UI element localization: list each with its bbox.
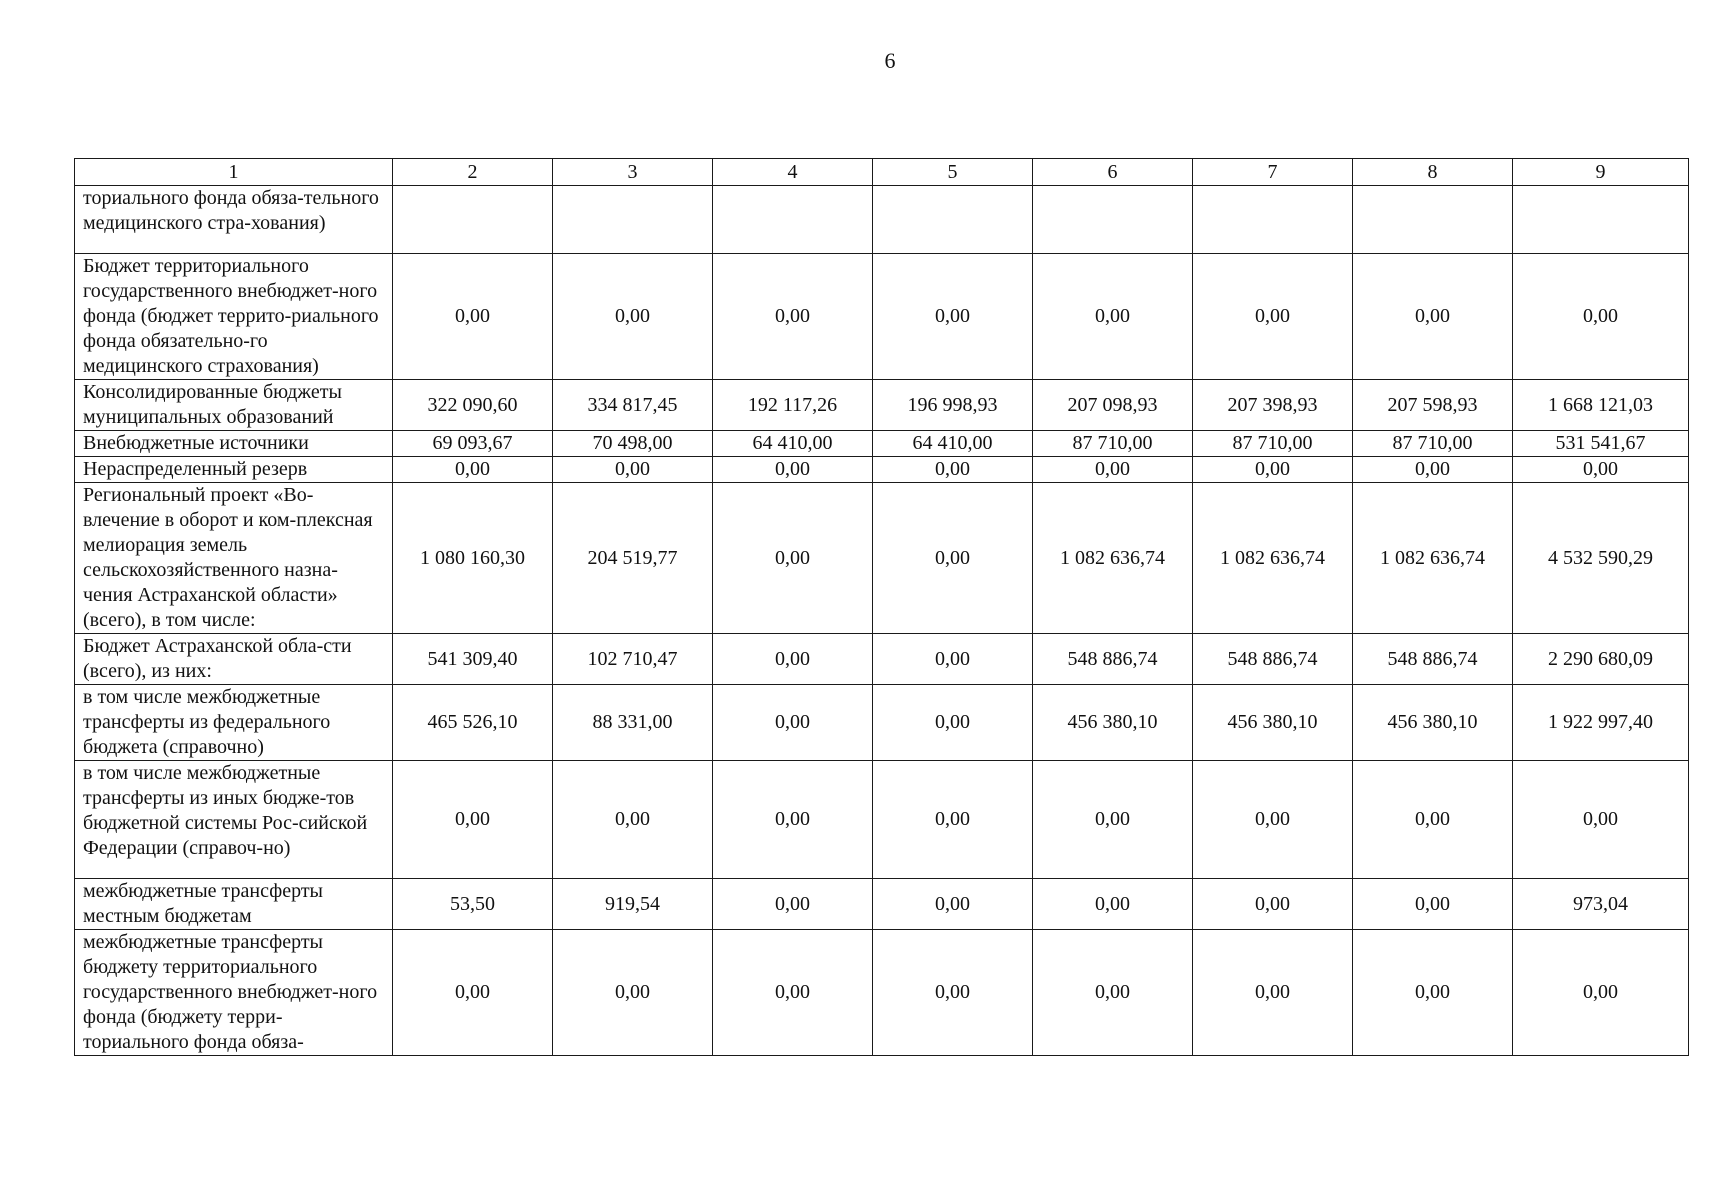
cell-value: 4 532 590,29 bbox=[1513, 483, 1689, 634]
cell-value: 0,00 bbox=[1513, 254, 1689, 380]
cell-value: 0,00 bbox=[873, 634, 1033, 685]
cell-value: 0,00 bbox=[1353, 879, 1513, 930]
table-row bbox=[75, 761, 1689, 879]
cell-value: 0,00 bbox=[873, 930, 1033, 1056]
cell-value: 0,00 bbox=[1193, 254, 1353, 380]
row-label: межбюджетные трансферты бюджету территориального государственного внебюджет-ного фонда (бюджету терри-ториального фонда обяза- bbox=[75, 930, 393, 1056]
cell-value: 456 380,10 bbox=[1193, 685, 1353, 761]
cell-value: 0,00 bbox=[1033, 930, 1193, 1056]
cell-value: 0,00 bbox=[1353, 457, 1513, 483]
cell-value: 0,00 bbox=[713, 634, 873, 685]
column-number-header: 3 bbox=[553, 159, 713, 186]
cell-value: 207 598,93 bbox=[1353, 380, 1513, 431]
cell-value: 0,00 bbox=[1193, 457, 1353, 483]
column-number-header: 1 bbox=[75, 159, 393, 186]
cell-value: 0,00 bbox=[1513, 761, 1689, 879]
cell-value: 53,50 bbox=[393, 879, 553, 930]
row-label: ториального фонда обяза-тельного медицинского стра-хования) bbox=[75, 186, 393, 254]
cell-value: 1 082 636,74 bbox=[1193, 483, 1353, 634]
table-row bbox=[75, 879, 1689, 930]
cell-value: 0,00 bbox=[1193, 879, 1353, 930]
table-row bbox=[75, 483, 1689, 634]
cell-value: 88 331,00 bbox=[553, 685, 713, 761]
cell-value: 531 541,67 bbox=[1513, 431, 1689, 457]
cell-value: 192 117,26 bbox=[713, 380, 873, 431]
cell-value: 1 080 160,30 bbox=[393, 483, 553, 634]
cell-value: 0,00 bbox=[713, 254, 873, 380]
column-number-header: 2 bbox=[393, 159, 553, 186]
table-row bbox=[75, 634, 1689, 685]
row-label: Региональный проект «Во-влечение в оборот и ком-плексная мелиорация земель сельскохозяйственного назна-чения Астраханской области» (всего), в том числе: bbox=[75, 483, 393, 634]
column-number-header: 7 bbox=[1193, 159, 1353, 186]
cell-value: 69 093,67 bbox=[393, 431, 553, 457]
row-label: в том числе межбюджетные трансферты из иных бюдже-тов бюджетной системы Рос-сийской Федерации (справоч-но) bbox=[75, 761, 393, 879]
table-row bbox=[75, 457, 1689, 483]
cell-value: 0,00 bbox=[713, 685, 873, 761]
cell-value: 0,00 bbox=[873, 254, 1033, 380]
cell-value: 0,00 bbox=[713, 761, 873, 879]
budget-table bbox=[74, 158, 1689, 1056]
column-number-header: 5 bbox=[873, 159, 1033, 186]
cell-value: 87 710,00 bbox=[1193, 431, 1353, 457]
cell-value bbox=[1513, 186, 1689, 254]
cell-value: 0,00 bbox=[553, 761, 713, 879]
cell-value: 0,00 bbox=[1513, 457, 1689, 483]
cell-value: 0,00 bbox=[553, 254, 713, 380]
cell-value: 0,00 bbox=[1513, 930, 1689, 1056]
cell-value: 548 886,74 bbox=[1193, 634, 1353, 685]
row-label: Нераспределенный резерв bbox=[75, 457, 393, 483]
cell-value: 0,00 bbox=[553, 930, 713, 1056]
cell-value: 322 090,60 bbox=[393, 380, 553, 431]
cell-value: 0,00 bbox=[1353, 254, 1513, 380]
cell-value bbox=[1193, 186, 1353, 254]
row-label: Внебюджетные источники bbox=[75, 431, 393, 457]
cell-value: 541 309,40 bbox=[393, 634, 553, 685]
cell-value: 87 710,00 bbox=[1353, 431, 1513, 457]
column-number-header: 6 bbox=[1033, 159, 1193, 186]
cell-value: 0,00 bbox=[873, 761, 1033, 879]
cell-value: 548 886,74 bbox=[1353, 634, 1513, 685]
cell-value: 548 886,74 bbox=[1033, 634, 1193, 685]
column-number-header-row bbox=[75, 159, 1689, 186]
column-number-header: 8 bbox=[1353, 159, 1513, 186]
cell-value: 0,00 bbox=[393, 930, 553, 1056]
cell-value: 465 526,10 bbox=[393, 685, 553, 761]
cell-value: 0,00 bbox=[393, 254, 553, 380]
cell-value: 196 998,93 bbox=[873, 380, 1033, 431]
cell-value: 102 710,47 bbox=[553, 634, 713, 685]
cell-value: 0,00 bbox=[873, 879, 1033, 930]
table-row bbox=[75, 685, 1689, 761]
cell-value: 1 082 636,74 bbox=[1353, 483, 1513, 634]
cell-value: 0,00 bbox=[553, 457, 713, 483]
cell-value: 87 710,00 bbox=[1033, 431, 1193, 457]
cell-value: 0,00 bbox=[1353, 761, 1513, 879]
cell-value bbox=[553, 186, 713, 254]
row-label: Консолидированные бюджеты муниципальных образований bbox=[75, 380, 393, 431]
cell-value: 0,00 bbox=[713, 879, 873, 930]
row-label: Бюджет Астраханской обла-сти (всего), из них: bbox=[75, 634, 393, 685]
cell-value: 0,00 bbox=[1033, 879, 1193, 930]
page-number: 6 bbox=[884, 48, 896, 73]
cell-value: 0,00 bbox=[873, 685, 1033, 761]
cell-value: 204 519,77 bbox=[553, 483, 713, 634]
cell-value: 0,00 bbox=[1033, 457, 1193, 483]
table-row bbox=[75, 930, 1689, 1056]
column-number-header: 9 bbox=[1513, 159, 1689, 186]
row-label: в том числе межбюджетные трансферты из федерального бюджета (справочно) bbox=[75, 685, 393, 761]
cell-value: 207 398,93 bbox=[1193, 380, 1353, 431]
cell-value: 0,00 bbox=[393, 761, 553, 879]
cell-value: 70 498,00 bbox=[553, 431, 713, 457]
cell-value: 207 098,93 bbox=[1033, 380, 1193, 431]
cell-value: 1 922 997,40 bbox=[1513, 685, 1689, 761]
cell-value: 64 410,00 bbox=[873, 431, 1033, 457]
cell-value bbox=[873, 186, 1033, 254]
column-number-header: 4 bbox=[713, 159, 873, 186]
table-body bbox=[75, 186, 1689, 1056]
cell-value: 0,00 bbox=[873, 483, 1033, 634]
cell-value bbox=[1033, 186, 1193, 254]
cell-value: 973,04 bbox=[1513, 879, 1689, 930]
cell-value: 0,00 bbox=[713, 483, 873, 634]
cell-value: 0,00 bbox=[713, 930, 873, 1056]
cell-value: 1 668 121,03 bbox=[1513, 380, 1689, 431]
cell-value: 456 380,10 bbox=[1353, 685, 1513, 761]
cell-value: 64 410,00 bbox=[713, 431, 873, 457]
cell-value: 919,54 bbox=[553, 879, 713, 930]
cell-value: 334 817,45 bbox=[553, 380, 713, 431]
cell-value: 0,00 bbox=[873, 457, 1033, 483]
cell-value bbox=[1353, 186, 1513, 254]
cell-value: 0,00 bbox=[1193, 930, 1353, 1056]
row-label: Бюджет территориального государственного внебюджет-ного фонда (бюджет террито-риального фонда обязательно-го медицинского страхования) bbox=[75, 254, 393, 380]
cell-value: 0,00 bbox=[713, 457, 873, 483]
cell-value: 0,00 bbox=[1353, 930, 1513, 1056]
cell-value: 456 380,10 bbox=[1033, 685, 1193, 761]
cell-value: 0,00 bbox=[1033, 761, 1193, 879]
cell-value: 2 290 680,09 bbox=[1513, 634, 1689, 685]
table-row bbox=[75, 186, 1689, 254]
table-row bbox=[75, 380, 1689, 431]
cell-value bbox=[713, 186, 873, 254]
cell-value: 0,00 bbox=[393, 457, 553, 483]
cell-value: 0,00 bbox=[1193, 761, 1353, 879]
cell-value: 1 082 636,74 bbox=[1033, 483, 1193, 634]
table-row bbox=[75, 254, 1689, 380]
cell-value: 0,00 bbox=[1033, 254, 1193, 380]
cell-value bbox=[393, 186, 553, 254]
table-row bbox=[75, 431, 1689, 457]
row-label: межбюджетные трансферты местным бюджетам bbox=[75, 879, 393, 930]
